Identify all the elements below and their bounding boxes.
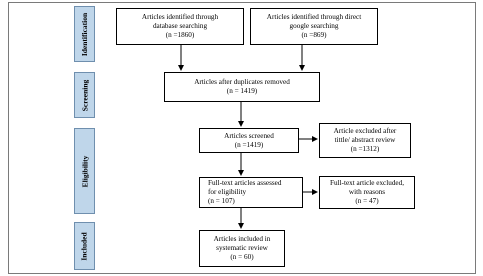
included-line-3: (n = 60) (230, 253, 254, 261)
duplicates-line-1: Articles after duplicates removed (194, 78, 290, 86)
box-excluded-title-abstract (319, 123, 411, 158)
google-line-2: google searching (289, 22, 339, 30)
google-line-3: (n =869) (301, 31, 327, 39)
stage-identification-label: Identification (80, 12, 89, 56)
duplicates-line-2: (n = 1419) (226, 87, 258, 95)
fulltext-line-2: for eligibility (208, 188, 247, 196)
box-fulltext-assessed (199, 177, 303, 208)
box-google-search (250, 8, 378, 45)
screened-line-1: Articles screened (224, 131, 274, 140)
database-line-1: Articles identified through (141, 13, 219, 21)
excluded-title-line-2: tittle/ abstract review (334, 136, 396, 144)
fulltext-line-1: Full-text articles assessed (208, 179, 282, 187)
google-line-1: Articles identified through direct (266, 13, 362, 21)
excluded-fulltext-line-3: (n = 47) (355, 197, 379, 205)
box-articles-screened (199, 128, 299, 153)
excluded-fulltext-line-1: Full-text article excluded, (329, 179, 405, 187)
box-duplicates-removed (164, 72, 320, 102)
stage-screening-label: Screening (80, 79, 89, 111)
excluded-fulltext-line-2: with reasons (348, 188, 386, 196)
fulltext-line-3: (n = 107) (208, 197, 235, 205)
box-included-review (199, 230, 285, 267)
box-database-search (116, 8, 244, 45)
included-line-2: systematic review (216, 244, 268, 252)
box-excluded-fulltext (319, 176, 415, 209)
excluded-title-line-1: Article excluded after (333, 127, 397, 135)
database-line-2: database searching (152, 22, 208, 30)
included-line-1: Articles included in (213, 235, 271, 243)
stage-eligibility-label: Eligibility (80, 155, 89, 187)
screened-line-2: (n =1419) (234, 140, 264, 149)
stage-included-label: Included (80, 231, 90, 261)
database-line-3: (n =1860) (165, 31, 195, 39)
excluded-title-line-3: (n =1312) (350, 145, 380, 153)
